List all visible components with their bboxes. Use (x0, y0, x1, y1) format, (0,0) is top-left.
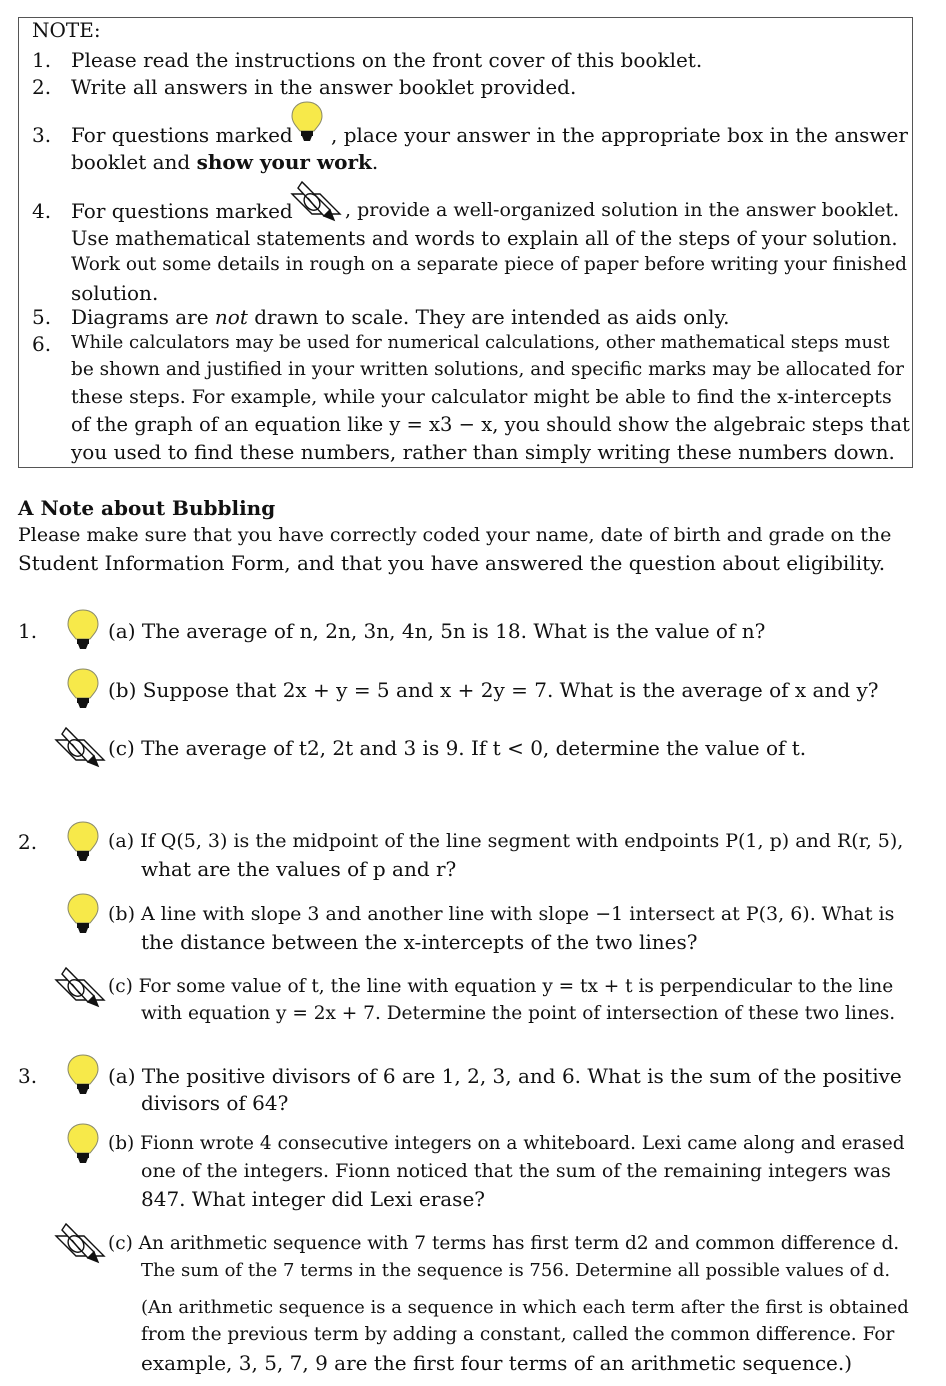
question-1c: (c) The average of t2, 2t and 3 is 9. If t < 0, determine the value of t. (108, 736, 807, 760)
question-1b: (b) Suppose that 2x + y = 5 and x + 2y = 7. What is the average of x and y? (108, 678, 879, 702)
question-1-number: 1. (18, 619, 38, 643)
question-3b-line1: (b) Fionn wrote 4 consecutive integers on a whiteboard. Lexi came along and erased (108, 1133, 905, 1154)
note-item-6-line1: While calculators may be used for numerical calculations, other mathematical steps must (71, 332, 890, 353)
question-3a-line1: (a) The positive divisors of 6 are 1, 2, 3, and 6. What is the sum of the positive (108, 1064, 902, 1088)
note-item-3-line2: booklet and show your work. (71, 150, 379, 174)
note-item-2-number: 2. (32, 75, 52, 99)
note-item-2-text: Write all answers in the answer booklet provided. (71, 75, 577, 99)
note-item-5-text: Diagrams are not drawn to scale. They are intended as aids only. (71, 305, 730, 329)
pencil-solution-icon (54, 1222, 106, 1264)
question-2-number: 2. (18, 830, 38, 854)
note-item-3-number: 3. (32, 123, 52, 147)
question-3-definition-line2: from the previous term by adding a constant, called the common difference. For (141, 1324, 895, 1345)
pencil-solution-icon (54, 726, 106, 768)
lightbulb-icon (66, 667, 100, 711)
lightbulb-icon (66, 820, 100, 864)
question-2b-line2: the distance between the x-intercepts of the two lines? (141, 930, 698, 954)
bubbling-line-2: Student Information Form, and that you have answered the question about eligibility. (18, 551, 886, 575)
lightbulb-icon (66, 608, 100, 652)
question-2a-line1: (a) If Q(5, 3) is the midpoint of the line segment with endpoints P(1, p) and R(r, 5), (108, 830, 904, 852)
question-3c-line2: The sum of the 7 terms in the sequence is 756. Determine all possible values of d. (141, 1260, 891, 1281)
question-3c-line1: (c) An arithmetic sequence with 7 terms has first term d2 and common difference d. (108, 1233, 900, 1254)
question-3-number: 3. (18, 1064, 38, 1088)
question-1a: (a) The average of n, 2n, 3n, 4n, 5n is 18. What is the value of n? (108, 619, 766, 643)
note-item-5-number: 5. (32, 305, 52, 329)
note-item-1-text: Please read the instructions on the front cover of this booklet. (71, 48, 703, 72)
question-3b-line3: 847. What integer did Lexi erase? (141, 1187, 486, 1211)
note-item-4-rest: , provide a well-organized solution in the answer booklet. (345, 199, 900, 221)
note-item-4-line3: Work out some details in rough on a separate piece of paper before writing your finished (71, 254, 907, 275)
note-item-6-line4: of the graph of an equation like y = x3 − x, you should show the algebraic steps that (71, 413, 910, 436)
note-item-1-number: 1. (32, 48, 52, 72)
note-title: NOTE: (32, 18, 101, 42)
bubbling-heading: A Note about Bubbling (18, 496, 276, 520)
note-item-3-lead: For questions marked (71, 123, 293, 147)
pencil-solution-icon (54, 966, 106, 1008)
note-item-6-number: 6. (32, 332, 52, 356)
question-2c-line1: (c) For some value of t, the line with equation y = tx + t is perpendicular to the line (108, 976, 894, 997)
note-item-3-rest: , place your answer in the appropriate box in the answer (331, 123, 908, 147)
question-3a-line2: divisors of 64? (141, 1091, 289, 1115)
question-3b-line2: one of the integers. Fionn noticed that the sum of the remaining integers was (141, 1160, 891, 1182)
question-2a-line2: what are the values of p and r? (141, 857, 457, 881)
lightbulb-icon (66, 892, 100, 936)
lightbulb-icon (66, 1122, 100, 1166)
question-2b-line1: (b) A line with slope 3 and another line with slope −1 intersect at P(3, 6). What is (108, 903, 895, 925)
lightbulb-icon (290, 100, 324, 144)
note-item-6-line5: you used to find these numbers, rather than simply writing these numbers down. (71, 440, 895, 464)
lightbulb-icon (66, 1053, 100, 1097)
note-item-6-line2: be shown and justified in your written solutions, and specific marks may be allocated for (71, 359, 905, 380)
question-2c-line2: with equation y = 2x + 7. Determine the point of intersection of these two lines. (141, 1003, 896, 1024)
note-item-4-number: 4. (32, 199, 52, 223)
question-3-definition-line1: (An arithmetic sequence is a sequence in which each term after the first is obtained (141, 1297, 909, 1318)
pencil-solution-icon (290, 180, 342, 222)
note-item-4-line2: Use mathematical statements and words to explain all of the steps of your solution. (71, 227, 898, 250)
question-3-definition-line3: example, 3, 5, 7, 9 are the first four terms of an arithmetic sequence.) (141, 1351, 853, 1375)
note-item-4-line4: solution. (71, 281, 159, 305)
bubbling-line-1: Please make sure that you have correctly coded your name, date of birth and grade on the (18, 524, 892, 546)
note-item-4-lead: For questions marked (71, 199, 293, 223)
note-item-6-line3: these steps. For example, while your calculator might be able to find the x-intercepts (71, 386, 892, 408)
